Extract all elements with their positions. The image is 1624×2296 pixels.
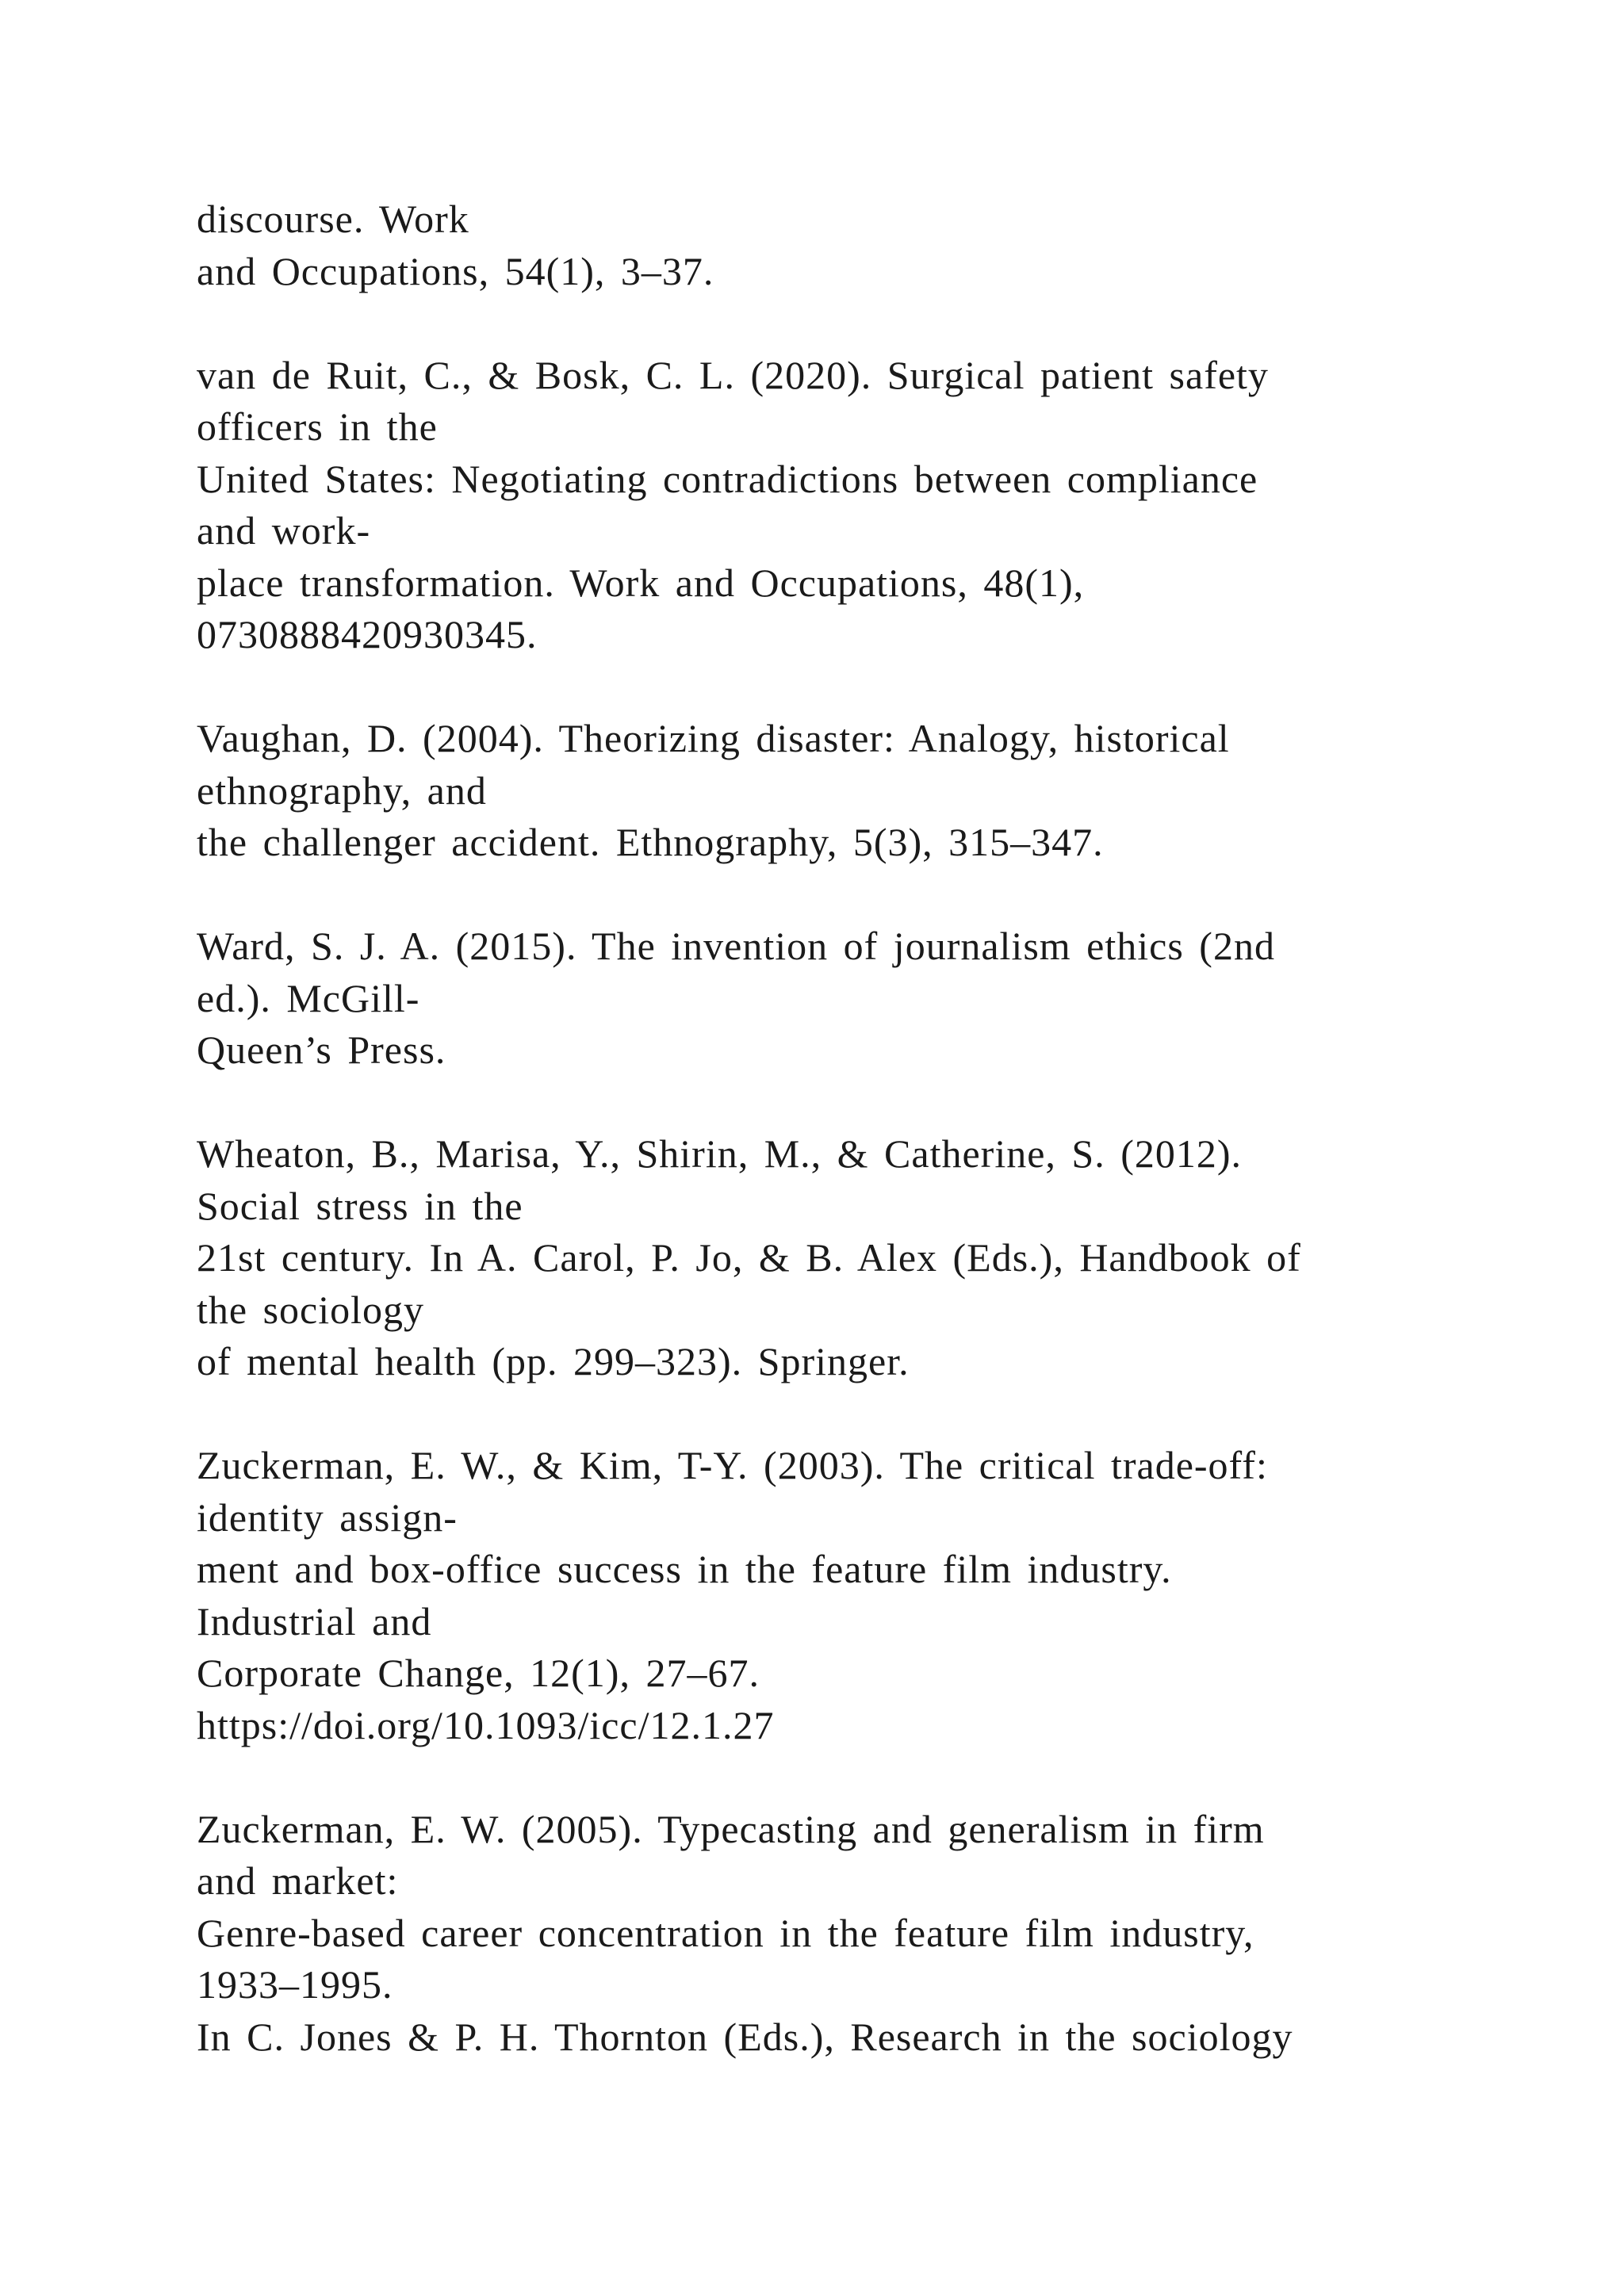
reference-line: of mental health (pp. 299–323). Springer. (197, 1339, 910, 1383)
reference-line: Wheaton, B., Marisa, Y., Shirin, M., & Catherine, S. (2012). (197, 1131, 1243, 1176)
reference-line: officers in the (197, 404, 438, 449)
reference-line: identity assign- (197, 1494, 458, 1540)
reference-line: and work- (197, 508, 371, 553)
doi-link[interactable]: https://doi.org/10.1093/icc/12.1.27 (197, 1702, 775, 1747)
reference-line: 21st century. In A. Carol, P. Jo, & B. Alex (Eds.), Handbook of (197, 1235, 1301, 1280)
reference-line: ment and box-office success in the feature film industry. (197, 1547, 1172, 1591)
reference-entry-ward (197, 920, 1465, 1077)
reference-line: van de Ruit, C., & Bosk, C. L. (2020). Surgical patient safety (197, 352, 1269, 397)
reference-line: Ward, S. J. A. (2015). The invention of journalism ethics (2nd (197, 924, 1275, 968)
reference-line: 0730888420930345. (197, 612, 538, 656)
reference-line: the challenger accident. Ethnography, 5(3), 315–347. (197, 820, 1104, 864)
reference-entry-zuckerman-2005 (197, 1804, 1465, 2064)
reference-line: and Occupations, 54(1), 3–37. (197, 248, 714, 293)
reference-entry-partial (197, 193, 1465, 297)
reference-line: place transformation. Work and Occupations, 48(1), (197, 560, 1085, 605)
reference-line: Genre-based career concentration in the feature film industry, (197, 1910, 1254, 1955)
reference-line: the sociology (197, 1287, 425, 1332)
reference-line: and market: (197, 1858, 399, 1903)
reference-entry-wheaton (197, 1128, 1465, 1388)
reference-line: Corporate Change, 12(1), 27–67. (197, 1651, 760, 1695)
reference-line: discourse. Work (197, 197, 469, 241)
reference-line: Vaughan, D. (2004). Theorizing disaster: Analogy, historical (197, 716, 1230, 760)
reference-line: ed.). McGill- (197, 975, 420, 1020)
reference-entry-van-de-ruit (197, 350, 1465, 661)
reference-line: 1933–1995. (197, 1962, 393, 2007)
reference-line: Industrial and (197, 1598, 432, 1644)
reference-line: Social stress in the (197, 1183, 523, 1228)
reference-line: Zuckerman, E. W. (2005). Typecasting and generalism in firm (197, 1806, 1265, 1851)
reference-entry-zuckerman-kim (197, 1440, 1465, 1751)
reference-line: Queen’s Press. (197, 1027, 446, 1072)
reference-line: ethnography, and (197, 767, 487, 813)
reference-line: In C. Jones & P. H. Thornton (Eds.), Research in the sociology (197, 2014, 1293, 2059)
reference-list (197, 193, 1465, 2115)
reference-entry-vaughan (197, 713, 1465, 869)
reference-line: Zuckerman, E. W., & Kim, T-Y. (2003). The critical trade-off: (197, 1443, 1268, 1487)
reference-line: United States: Negotiating contradictions between compliance (197, 456, 1258, 501)
